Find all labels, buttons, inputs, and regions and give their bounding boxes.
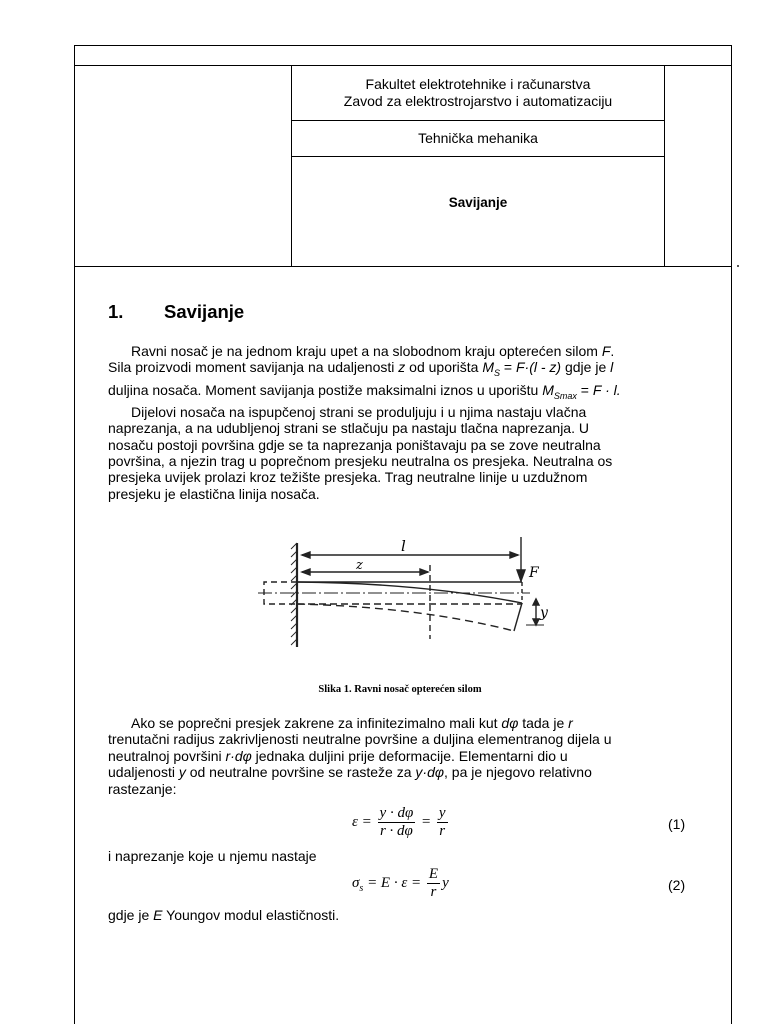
header-divider-right [664,66,665,267]
para-line: neutralnoj površini r·dφ jednaka duljini prije deformacije. Elementarni dio u [108,747,568,764]
para-line: trenutačni radijus zakrivljenosti neutralne površine a duljina elementranog dijela u [108,731,612,748]
fraction: $\frac{y \cdot d\varphi}{r \cdot d\varphi}$ [379,805,414,839]
label-deflection: y [540,605,548,621]
equation-strain: ε = $\frac{y \cdot d\varphi}{r \cdot d\varphi}$ = $\frac{y}{r}$ [352,805,446,839]
derivation-paragraph [108,715,688,797]
institution-name: Fakultet elektrotehnike i računarstva [365,76,591,92]
figure-caption: Slika 1. Ravni nosač opterećen silom [318,684,482,695]
para-line: Ako se poprečni presjek zakrene za infinitezimalno mali kut dφ tada je r [131,715,573,731]
para-line: duljina nosača. Moment savijanja postiže maksimalni iznos u uporištu $M_{Smax} = F \cdot l$. [108,381,621,401]
para-line: udaljenosti y od neutralne površine se rasteže za y·dφ, pa je njegovo relativno [108,764,592,781]
equation-number: (2) [668,877,686,893]
equation-number: (1) [668,816,686,832]
equation-stress: $\sigma_s = E \cdot \varepsilon$ = $\frac{E}{r}$ y [352,866,449,900]
label-length: l [401,537,406,555]
cantilever-diagram [250,535,550,675]
header-table [75,66,731,267]
para-line: Dijelovi nosača na ispupčenoj strani se produljuju i u njima nastaju vlačna [131,403,587,420]
department-name: Zavod za elektrostrojarstvo i automatizaciju [343,93,613,109]
document-topic: Savijanje [448,195,508,210]
para-line: Sila proizvodi moment savijanja na udaljenosti z od uporišta $M_S = F\cdot(l - z)$ gdje je l [108,359,614,379]
course-name: Tehnička mehanika [418,130,538,146]
para-line: Ravni nosač je na jednom kraju upet a na slobodnom kraju opterećen silom F. [131,343,615,359]
para-line: rastezanje: [108,780,177,797]
para-line: naprezanja, a na udubljenoj strani se stlačuju pa nastaju tlačna naprezanja. U [108,420,589,437]
section-title: Savijanje [164,301,245,322]
closing-line: gdje je E Youngov modul elastičnosti. [108,907,340,923]
para-line: presjeka uvijek prolazi kroz težište presjeka. Trag neutralne linije u uzdužnom [108,469,588,486]
header-row-divider-1 [291,120,664,121]
label-distance: z [356,558,363,573]
header-top-strip [75,46,731,66]
para-line: površina, a njezin trag u poprečnom presjeku neutralna os presjeka. Neutralna os [108,453,613,470]
text-line: i naprezanje koje u njemu nastaje [108,848,317,864]
fraction: $\frac{E}{r}$ [428,866,439,900]
section-number: 1. [108,301,124,322]
para-line: nosaču postoji površina gdje se ta naprezanja poništavaju pa se zove neutralna [108,436,601,453]
institution-block [292,76,664,110]
section-heading [108,301,244,323]
margin-mark [737,265,739,267]
cantilever-figure [250,535,550,675]
label-force: F [529,565,539,581]
intro-paragraph [108,343,688,502]
header-row-divider-2 [291,156,664,157]
para-line: presjeku je elastična linija nosača. [108,485,320,502]
fraction: $\frac{y}{r}$ [438,805,446,839]
